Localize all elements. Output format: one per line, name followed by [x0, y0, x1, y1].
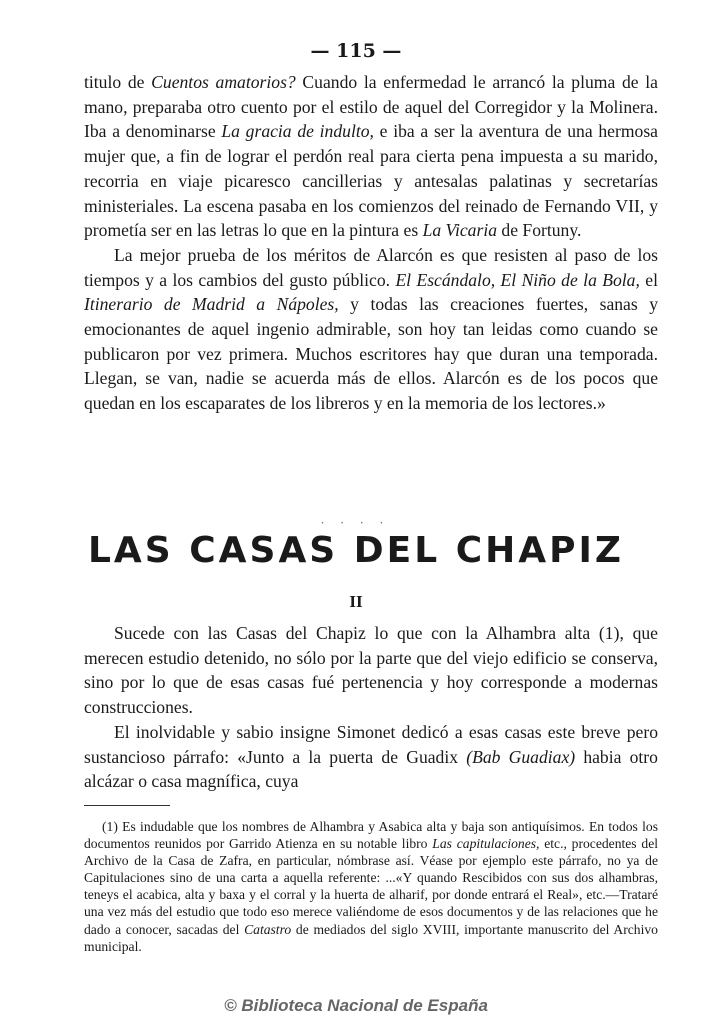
footnote [84, 818, 658, 955]
italic-title: Cuentos amatorios? [151, 72, 296, 92]
italic-title: (Bab Guadiax) [466, 746, 576, 767]
footnote-rule [84, 805, 170, 806]
text-run: de mediados del siglo XVIII, importante manuscrito del Archivo municipal. [84, 921, 658, 954]
italic-title: La Vicaria [422, 220, 498, 241]
chapter-heading: LAS CASAS DEL CHAPIZ [87, 530, 625, 571]
text-run: habia otro alcázar o casa magnífica, cuya [84, 746, 658, 792]
italic-title: El Escándalo, El Niño de la Bola, [395, 269, 640, 290]
text-run: titulo de [84, 72, 152, 92]
paragraph [84, 720, 658, 794]
chapter-number: II [349, 592, 363, 611]
section-separator: · · · · [320, 516, 390, 530]
previous-chapter-text [84, 70, 658, 416]
chapter-text [84, 621, 658, 794]
library-credit: © Biblioteca Nacional de España [224, 996, 488, 1015]
text-run: La mejor prueba de los méritos de Alarcón es que resisten al paso de los tiempos y a los cambios del gusto público. [84, 244, 658, 290]
text-run: etc., procedentes del Archivo de la Casa de Zafra, en particular, nómbrase así. Véase por ejemplo este párrafo, no ya de Capitulaciones sino de una carta a aquella referente: ...«Y quando Rescibidos con sus dos alhambras, teneys el acabica, alta y baxa y el corral y la huerta de alharif, por donde entrará el Real», etc.—Trataré una vez más del estudio que todo eso merece valiéndome de esos documentos y de las relaciones que he dado a conocer, sacadas del [84, 836, 659, 937]
paragraph [84, 70, 658, 243]
italic-title: La gracia de indulto, [221, 121, 374, 142]
italic-title: Las capitulaciones, [432, 836, 540, 852]
paragraph [84, 243, 658, 416]
italic-title: Itinerario de Madrid a Nápoles, [84, 294, 339, 315]
text-run: y todas las creaciones fuertes, sanas y emocionantes de aquel ingenio admirable, son hoy tan leidas como cuando se publicaron por vez primera. Muchos escritores hay que duran una temporada. Llegan, se van, nadie se acuerda más de ellos. Alarcón es de los pocos que quedan en los escaparates de los libreros y en la memoria de los lectores.» [84, 294, 659, 414]
page-number: — 115 — [310, 40, 402, 62]
footnote-text [84, 818, 658, 955]
text-run: El inolvidable y sabio insigne Simonet dedicó a esas casas este breve pero sustancioso párrafo: «Junto a la puerta de Guadix [84, 721, 658, 767]
paragraph: Sucede con las Casas del Chapiz lo que con la Alhambra alta (1), que merecen estudio detenido, no sólo por la parte que del viejo edificio se conserva, sino por lo que de esas casas fué pertenencia y hoy corresponde a modernas construcciones. [84, 623, 658, 718]
italic-title: Catastro [244, 921, 292, 937]
text-run: e iba a ser la aventura de una hermosa mujer que, a fin de lograr el perdón real para cierta pena impuesta a su marido, recorria en viaje picaresco cancillerias y antesalas palatinas y secretarías ministeriales. La escena pasaba en los comienzos del reinado de Fernando VII, y prometía ser en las letras lo que en la pintura es [84, 121, 658, 241]
text-run: Cuando la enfermedad le arrancó la pluma de la mano, preparaba otro cuento por el estilo de aquel del Corregidor y la Molinera. Iba a denominarse [84, 72, 658, 142]
text-run: de Fortuny. [497, 220, 582, 241]
text-run: (1) Es indudable que los nombres de Alhambra y Asabica alta y baja son antiquísimos. En todos los documentos reunidos por Garrido Atienza en su notable libro [84, 819, 658, 852]
text-run: el [639, 269, 658, 290]
